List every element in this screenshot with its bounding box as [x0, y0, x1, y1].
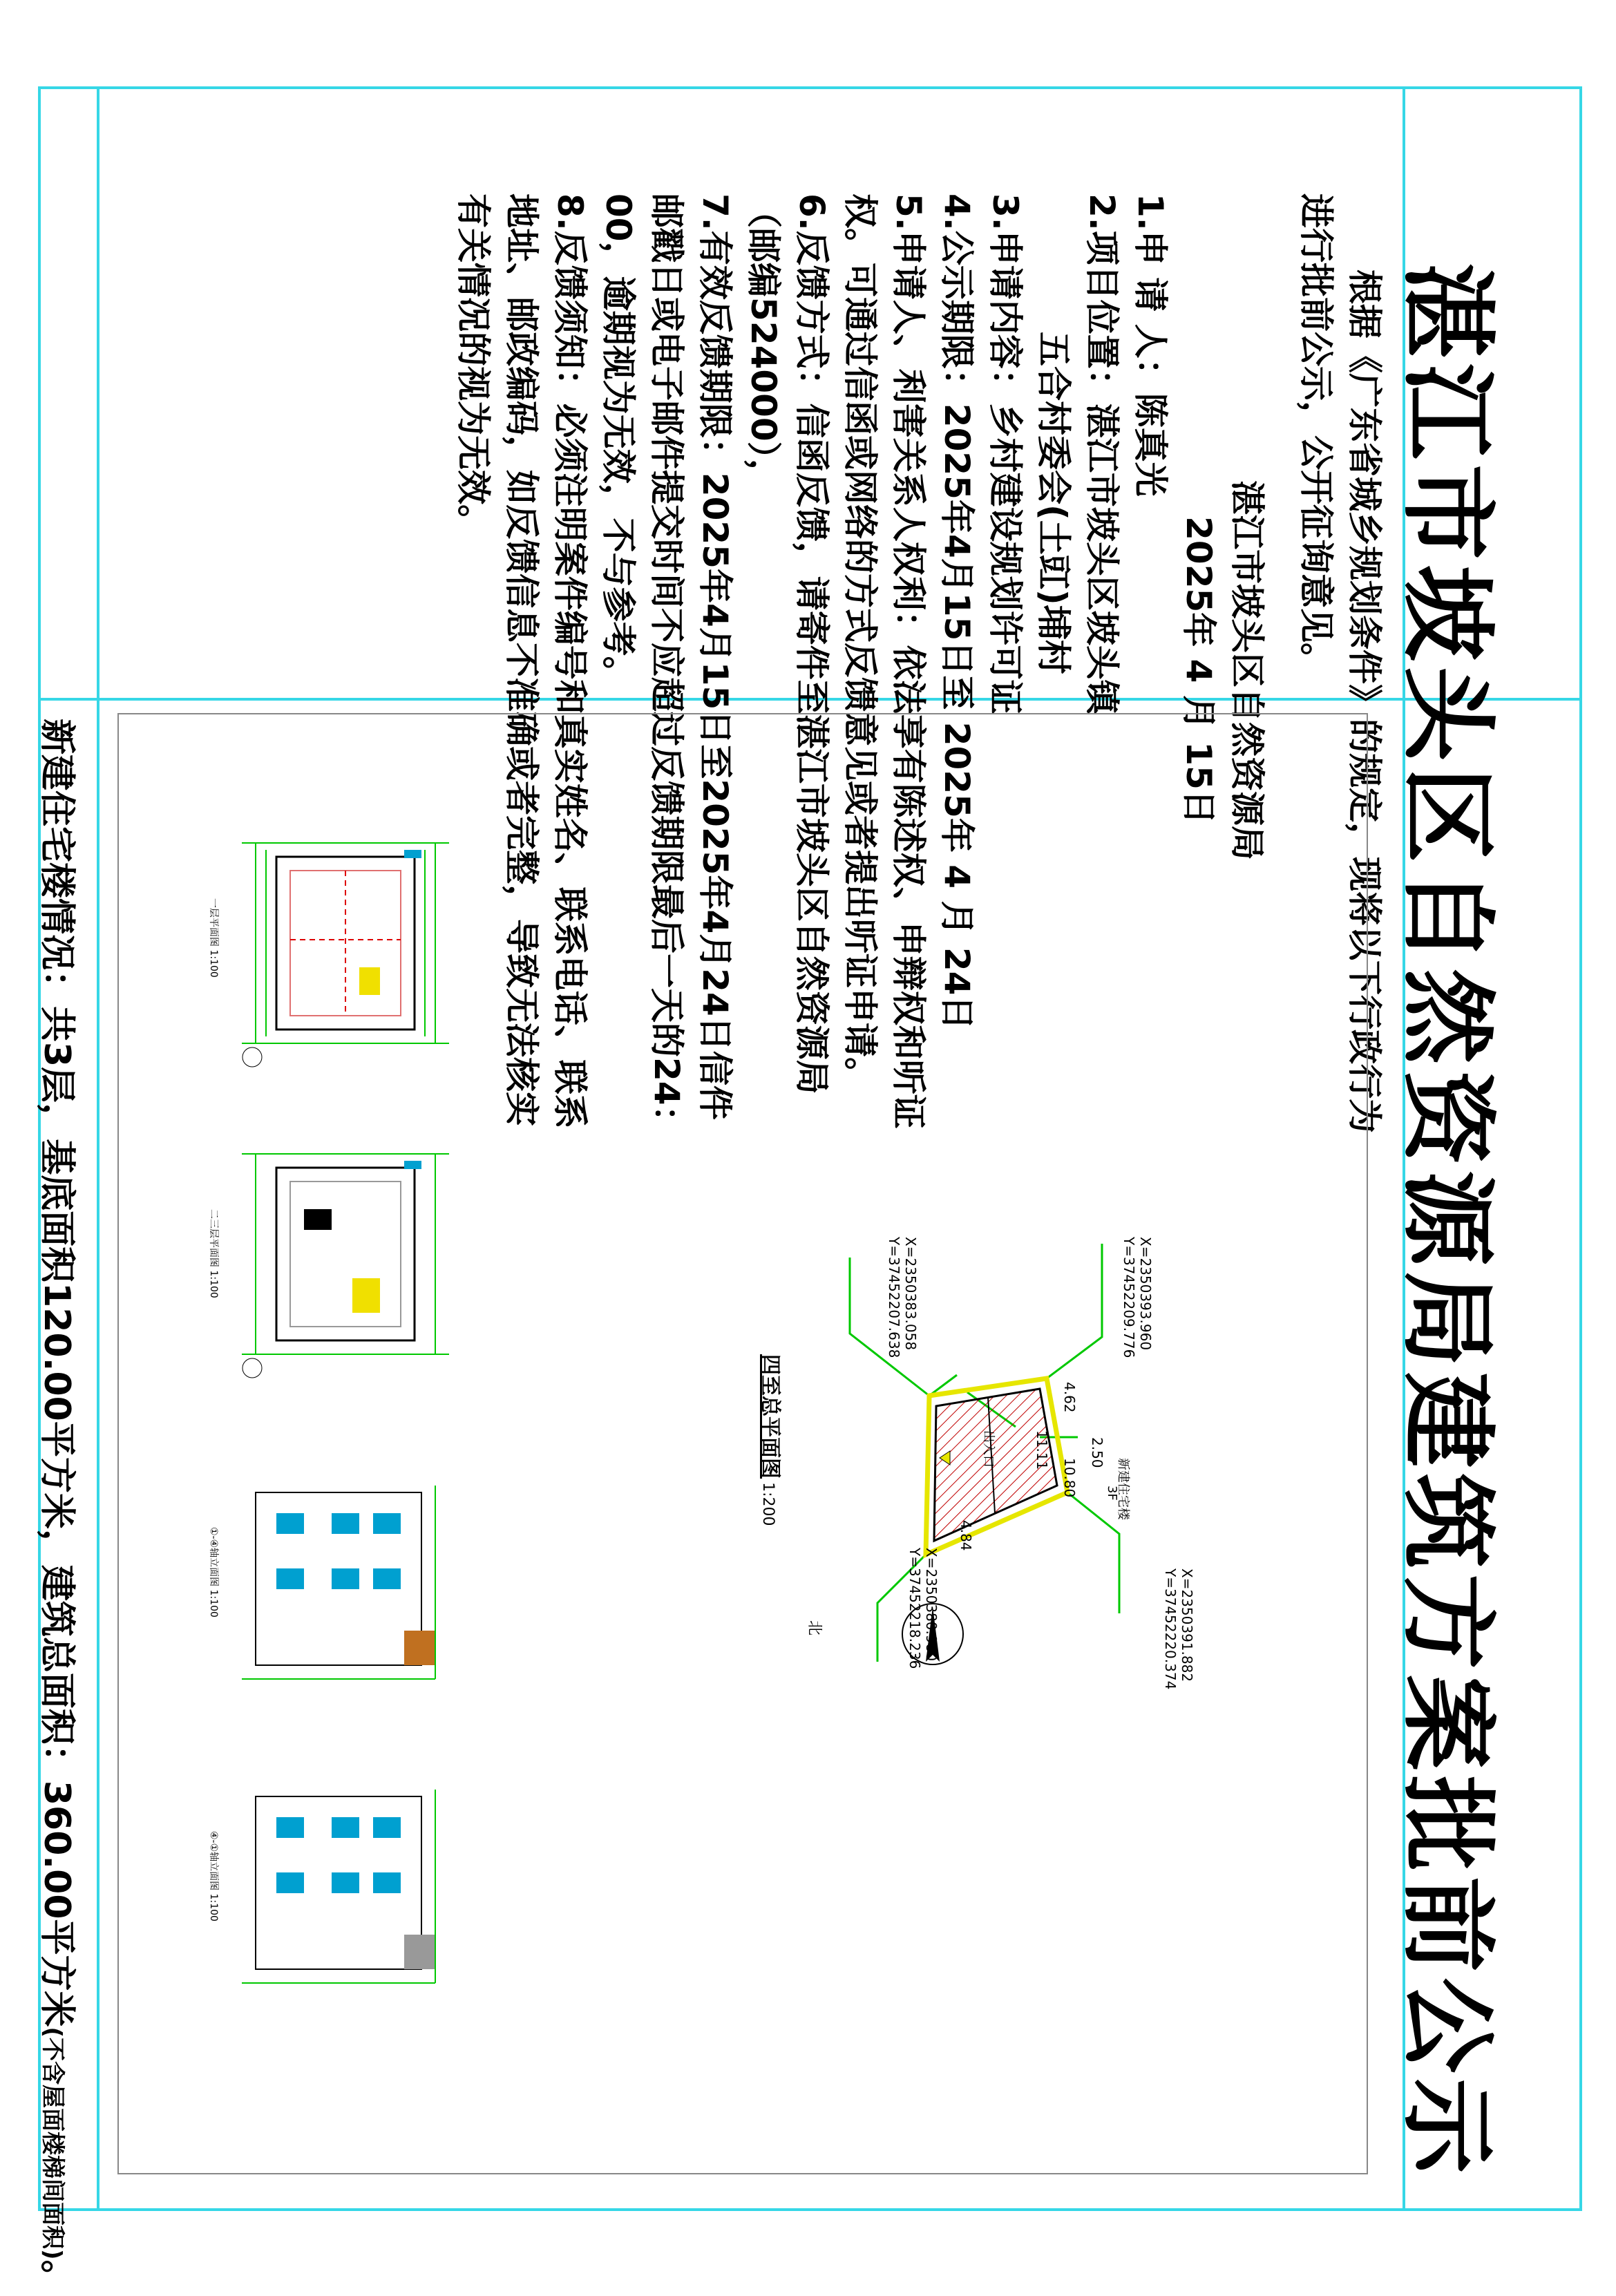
notice-date: 2025年 4 月 15日 [1179, 516, 1219, 824]
entrance-label: 出入口 [981, 1430, 996, 1468]
dim-label: 2.50 [1089, 1437, 1105, 1468]
coord-label: Y=37452209.776 [1121, 1237, 1137, 1358]
notice-item: 3.申请内容：乡村建设规划许可证 [985, 193, 1025, 714]
coord-label: Y=37452207.638 [886, 1237, 902, 1358]
plan2-title: 二三层平面图 1:100 [208, 1209, 219, 1298]
coord-label: X=2350393.960 [1137, 1237, 1154, 1351]
coord-label: X=2350383.058 [902, 1237, 919, 1351]
leader-line [1047, 1244, 1102, 1378]
summary-divider [97, 86, 99, 2211]
coord-label: Y=37452218.236 [906, 1548, 923, 1669]
building-floors: 3F [1105, 1486, 1119, 1501]
north-text: 北 [806, 1620, 823, 1636]
title-block [1387, 263, 1523, 2179]
site-plan-title: 四至总平面图 [758, 1354, 782, 1479]
coord-label: X=2350391.882 [1179, 1568, 1195, 1682]
notice-item: 6.反馈方式：信函反馈，请寄件至湛江市坡头区自然资源局（邮编524000）， [743, 193, 832, 1094]
notice-item: 4.公示期限：2025年4月15日至 2025年 4 月 24日 [937, 193, 977, 1030]
dim-label: 10.80 [1061, 1458, 1078, 1498]
notice-item: 1.申 请 人：陈真光 [1130, 193, 1170, 497]
notice-agency: 湛江市坡头区自然资源局 [1227, 480, 1267, 860]
coord-label: Y=37452220.374 [1162, 1568, 1179, 1690]
architecture-drawings [228, 829, 470, 2073]
dim-label: 4.62 [1061, 1382, 1078, 1413]
plan1-title: 一层平面图 1:100 [208, 898, 219, 978]
notice-item: 五合村委会(土豇)埔村 [1034, 332, 1074, 674]
coord-label: X=2350380.980 [923, 1548, 940, 1662]
elev2-title: ④-①轴立面图 1:100 [208, 1831, 219, 1922]
summary-end: 。 [36, 2259, 77, 2296]
building-label: 新建住宅楼 [1116, 1458, 1130, 1520]
notice-item: 2.项目位置：湛江市坡头区坡头镇 [1082, 193, 1122, 714]
summary-note: (不含屋面楼梯间面积) [39, 2027, 66, 2260]
dim-label: 11.11 [1034, 1430, 1050, 1470]
summary-block [35, 719, 86, 2296]
elevation-2 [242, 1790, 435, 1983]
elev1-title: ①-④轴立面图 1:100 [208, 1527, 219, 1617]
summary-text: 新建住宅楼情况：共3层，基底面积120.00平方米，建筑总面积：360.00平方米 [36, 719, 77, 2027]
notice-item: 7.有效反馈期限：2025年4月15日至2025年4月24日信件邮戳日或电子邮件提交时间不应超过反馈期限最后一天的24：00，逾期视为无效，不与参考。 [598, 193, 735, 1140]
notice-intro: 根据《广东省城乡规划条件》的规定，现将以下行政行为进行批前公示，公开征询意见。 [1296, 193, 1385, 1133]
notice-item: 8.反馈须知：必须注明案件编号和真实姓名、联系电话、联系地址、邮政编码，如反馈信息不准确或者完整，导致无法核实有关情况的视为无效。 [453, 193, 590, 1129]
site-caption [757, 1354, 788, 1526]
site-plan-scale: 1:200 [759, 1482, 777, 1526]
north-label [805, 1620, 826, 1635]
floor-plan-1 [242, 843, 449, 1067]
page-title: 湛江市坡头区自然资源局建筑方案批前公示 [1391, 263, 1503, 2180]
elevation-1 [242, 1486, 435, 1679]
notice-item: 5.申请人、利害关系人权利：依法享有陈述权、申辩权和听证权。可通过信函或网络的方式反馈意见或者提出听证申请。 [840, 193, 929, 1129]
floor-plan-2 [242, 1154, 449, 1378]
dim-label: 4.84 [958, 1520, 974, 1551]
leader-line [1067, 1492, 1119, 1613]
